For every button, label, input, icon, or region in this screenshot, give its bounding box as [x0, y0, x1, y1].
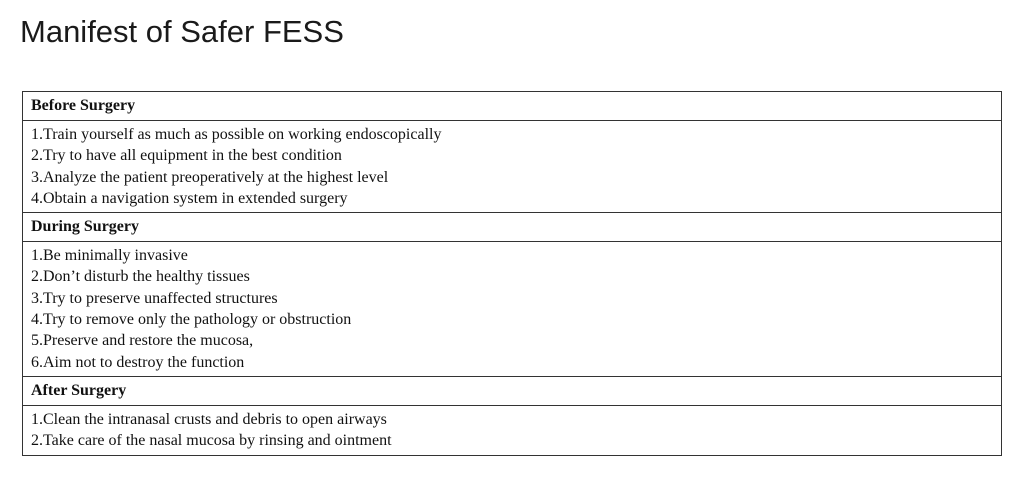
section-body-during-surgery: [23, 242, 1002, 377]
list-item: 6.Aim not to destroy the function: [31, 353, 245, 371]
section-items: [23, 405, 1002, 455]
list-item: 3.Try to preserve unaffected structures: [31, 289, 278, 307]
section-items: [23, 121, 1002, 213]
list-item: 5.Preserve and restore the mucosa,: [31, 332, 254, 350]
section-header-during-surgery: [23, 213, 1002, 242]
list-item: 2.Take care of the nasal mucosa by rinsing and ointment: [31, 432, 392, 450]
list-item: 4.Obtain a navigation system in extended surgery: [31, 189, 348, 207]
manifest-table: [22, 91, 1002, 456]
section-header-label: Before Surgery: [23, 92, 1002, 121]
section-header-after-surgery: [23, 376, 1002, 405]
section-body-before-surgery: [23, 121, 1002, 213]
section-body-after-surgery: [23, 405, 1002, 455]
list-item: 4.Try to remove only the pathology or obstruction: [31, 311, 352, 329]
list-item: 1.Train yourself as much as possible on working endoscopically: [31, 126, 442, 143]
list-item: 2.Try to have all equipment in the best condition: [31, 147, 342, 165]
section-items: [23, 242, 1002, 377]
list-item: 1.Be minimally invasive: [31, 247, 188, 265]
section-header-label: During Surgery: [23, 213, 1002, 242]
list-item: 1.Clean the intranasal crusts and debris to open airways: [31, 410, 387, 428]
list-item: 2.Don’t disturb the healthy tissues: [31, 268, 250, 286]
list-item: 3.Analyze the patient preoperatively at the highest level: [31, 168, 389, 186]
section-header-before-surgery: [23, 92, 1002, 121]
page-title: Manifest of Safer FESS: [20, 14, 344, 49]
section-header-label: After Surgery: [23, 376, 1002, 405]
